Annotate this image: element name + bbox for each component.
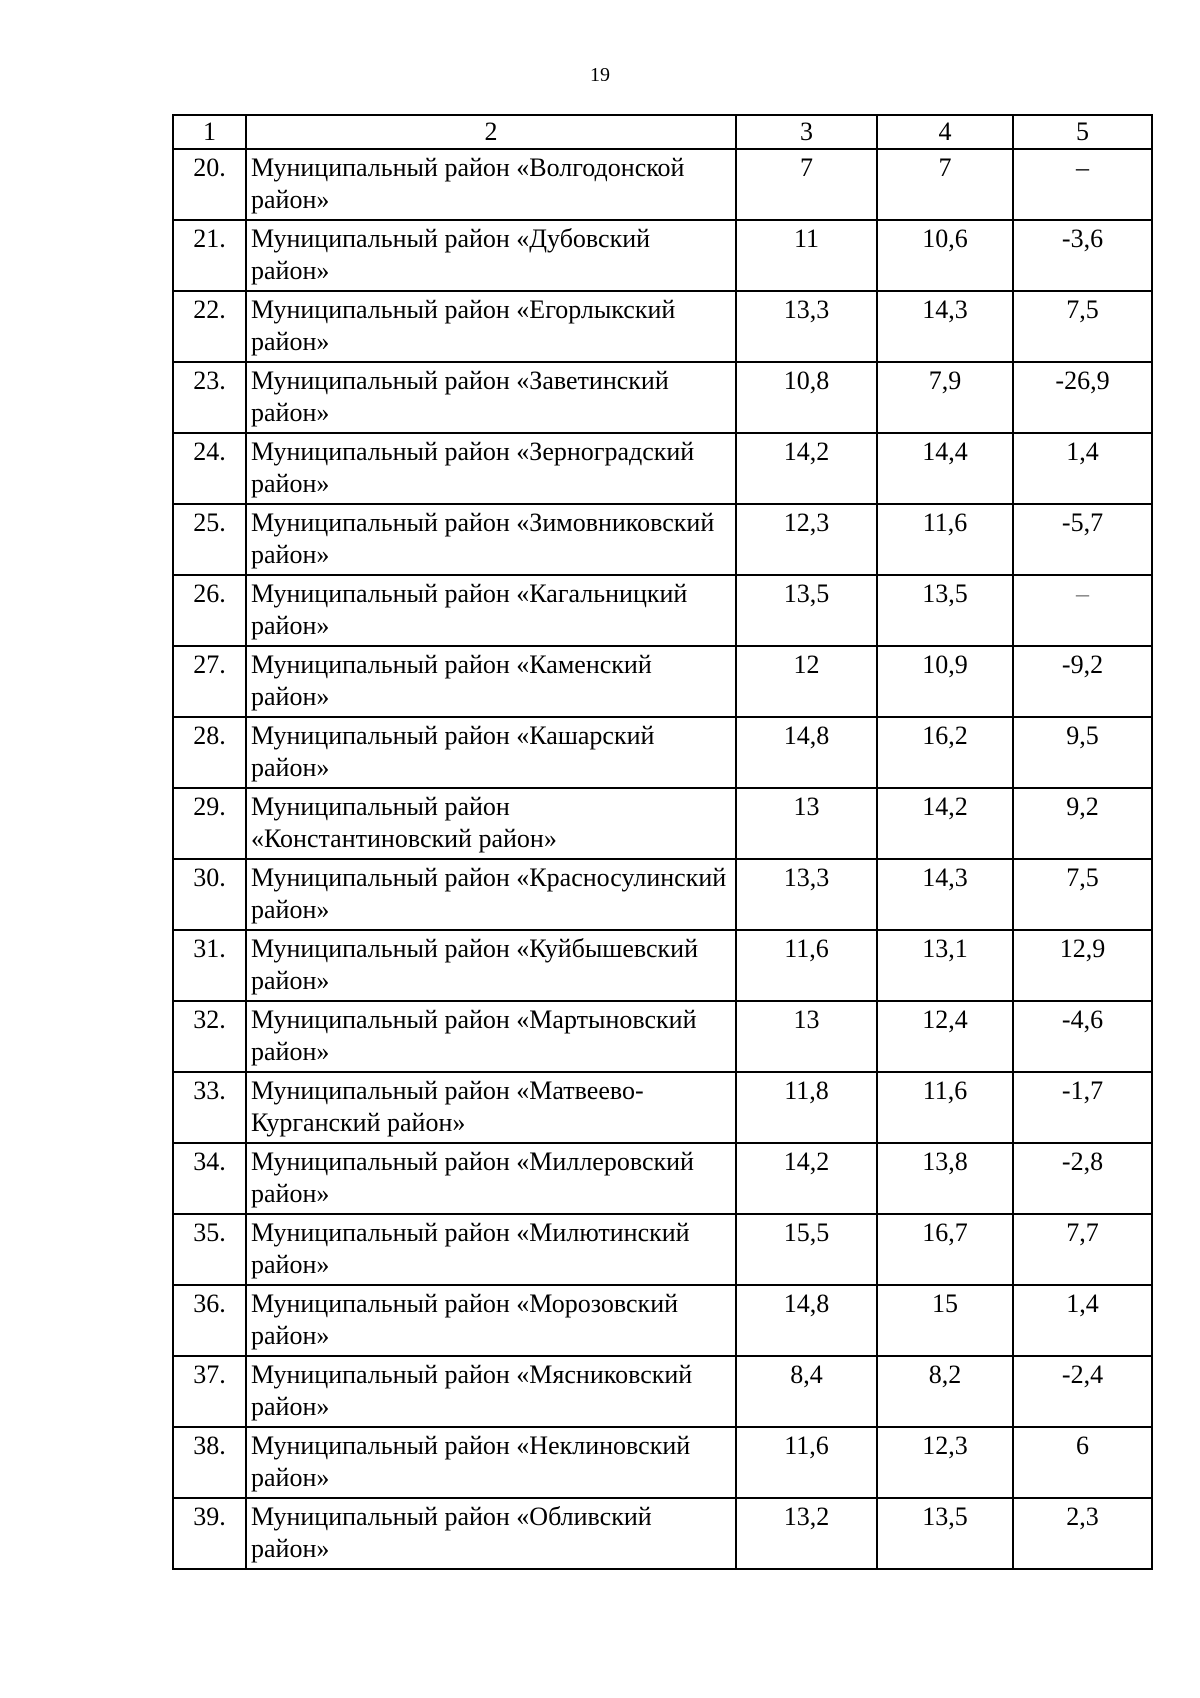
table-row (173, 646, 1152, 717)
column-3-value-cell: 13,3 (736, 859, 877, 930)
table-header-row (173, 115, 1152, 149)
table-row (173, 1072, 1152, 1143)
column-3-value-cell: 13 (736, 788, 877, 859)
district-name-cell: Муниципальный район «Мартыновский район» (246, 1001, 736, 1072)
table-row (173, 1427, 1152, 1498)
column-5-value-cell: -26,9 (1013, 362, 1152, 433)
row-number-cell: 31. (173, 930, 246, 1001)
row-number-cell: 32. (173, 1001, 246, 1072)
table-row (173, 220, 1152, 291)
district-name-cell: Муниципальный район «Мясниковский район» (246, 1356, 736, 1427)
column-3-value-cell: 11,6 (736, 930, 877, 1001)
column-3-value-cell: 15,5 (736, 1214, 877, 1285)
column-3-value-cell: 11,8 (736, 1072, 877, 1143)
table-row (173, 1001, 1152, 1072)
row-number-cell: 26. (173, 575, 246, 646)
table-row (173, 788, 1152, 859)
column-4-value-cell: 13,5 (877, 1498, 1013, 1569)
row-number-cell: 23. (173, 362, 246, 433)
column-3-value-cell: 10,8 (736, 362, 877, 433)
column-4-value-cell: 13,8 (877, 1143, 1013, 1214)
column-4-value-cell: 12,4 (877, 1001, 1013, 1072)
column-5-value-cell: -2,8 (1013, 1143, 1152, 1214)
row-number-cell: 36. (173, 1285, 246, 1356)
column-3-value-cell: 13,3 (736, 291, 877, 362)
column-5-value-cell: 9,5 (1013, 717, 1152, 788)
column-3-value-cell: 14,2 (736, 1143, 877, 1214)
row-number-cell: 30. (173, 859, 246, 930)
column-5-value-cell: 6 (1013, 1427, 1152, 1498)
column-4-value-cell: 13,1 (877, 930, 1013, 1001)
row-number-cell: 21. (173, 220, 246, 291)
column-5-value-cell: 7,5 (1013, 859, 1152, 930)
column-header-2: 2 (246, 115, 736, 149)
table-row (173, 1143, 1152, 1214)
column-5-value-cell: 12,9 (1013, 930, 1152, 1001)
column-4-value-cell: 16,2 (877, 717, 1013, 788)
row-number-cell: 28. (173, 717, 246, 788)
column-5-value-cell: 2,3 (1013, 1498, 1152, 1569)
column-3-value-cell: 14,8 (736, 1285, 877, 1356)
table-row (173, 291, 1152, 362)
column-3-value-cell: 13 (736, 1001, 877, 1072)
column-5-value-cell: 9,2 (1013, 788, 1152, 859)
column-4-value-cell: 15 (877, 1285, 1013, 1356)
column-4-value-cell: 14,3 (877, 859, 1013, 930)
column-5-value-cell: 1,4 (1013, 1285, 1152, 1356)
column-5-value-cell: -3,6 (1013, 220, 1152, 291)
column-3-value-cell: 12,3 (736, 504, 877, 575)
table-row (173, 149, 1152, 220)
column-3-value-cell: 13,5 (736, 575, 877, 646)
table-row (173, 930, 1152, 1001)
table-row (173, 504, 1152, 575)
district-name-cell: Муниципальный район «Егорлыкский район» (246, 291, 736, 362)
table-row (173, 1285, 1152, 1356)
column-5-value-cell: 7,5 (1013, 291, 1152, 362)
row-number-cell: 24. (173, 433, 246, 504)
district-name-cell: Муниципальный район «Морозовский район» (246, 1285, 736, 1356)
column-3-value-cell: 14,8 (736, 717, 877, 788)
column-5-value-cell: -2,4 (1013, 1356, 1152, 1427)
district-name-cell: Муниципальный район «Милютинский район» (246, 1214, 736, 1285)
row-number-cell: 27. (173, 646, 246, 717)
district-name-cell: Муниципальный район «Неклиновский район» (246, 1427, 736, 1498)
column-3-value-cell: 12 (736, 646, 877, 717)
district-name-cell: Муниципальный район «Константиновский район» (246, 788, 736, 859)
district-name-cell: Муниципальный район «Кашарский район» (246, 717, 736, 788)
column-5-value-cell: 7,7 (1013, 1214, 1152, 1285)
district-name-cell: Муниципальный район «Красносулинский район» (246, 859, 736, 930)
column-4-value-cell: 10,9 (877, 646, 1013, 717)
page-number: 19 (590, 64, 610, 86)
column-4-value-cell: 7 (877, 149, 1013, 220)
column-3-value-cell: 7 (736, 149, 877, 220)
column-5-value-cell: -4,6 (1013, 1001, 1152, 1072)
district-name-cell: Муниципальный район «Заветинский район» (246, 362, 736, 433)
column-3-value-cell: 13,2 (736, 1498, 877, 1569)
table-row (173, 1214, 1152, 1285)
column-5-value-cell: – (1013, 149, 1152, 220)
column-header-4: 4 (877, 115, 1013, 149)
column-4-value-cell: 13,5 (877, 575, 1013, 646)
table-row (173, 859, 1152, 930)
district-name-cell: Муниципальный район «Волгодонской район» (246, 149, 736, 220)
table-row (173, 717, 1152, 788)
district-name-cell: Муниципальный район «Зерноградский район» (246, 433, 736, 504)
row-number-cell: 38. (173, 1427, 246, 1498)
table-row (173, 362, 1152, 433)
row-number-cell: 22. (173, 291, 246, 362)
row-number-cell: 20. (173, 149, 246, 220)
district-name-cell: Муниципальный район «Миллеровский район» (246, 1143, 736, 1214)
district-name-cell: Муниципальный район «Дубовский район» (246, 220, 736, 291)
column-4-value-cell: 12,3 (877, 1427, 1013, 1498)
district-name-cell: Муниципальный район «Зимовниковский район» (246, 504, 736, 575)
data-table (172, 114, 1153, 1570)
district-name-cell: Муниципальный район «Обливский район» (246, 1498, 736, 1569)
row-number-cell: 29. (173, 788, 246, 859)
table-row (173, 433, 1152, 504)
column-5-value-cell: 1,4 (1013, 433, 1152, 504)
column-5-value-cell: -5,7 (1013, 504, 1152, 575)
column-header-3: 3 (736, 115, 877, 149)
row-number-cell: 37. (173, 1356, 246, 1427)
column-header-5: 5 (1013, 115, 1152, 149)
column-4-value-cell: 14,3 (877, 291, 1013, 362)
column-3-value-cell: 11,6 (736, 1427, 877, 1498)
district-name-cell: Муниципальный район «Куйбышевский район» (246, 930, 736, 1001)
column-4-value-cell: 8,2 (877, 1356, 1013, 1427)
column-5-value-cell: -9,2 (1013, 646, 1152, 717)
table-body (173, 149, 1152, 1569)
column-3-value-cell: 14,2 (736, 433, 877, 504)
column-4-value-cell: 14,2 (877, 788, 1013, 859)
district-name-cell: Муниципальный район «Кагальницкий район» (246, 575, 736, 646)
column-4-value-cell: 10,6 (877, 220, 1013, 291)
column-5-value-cell: -1,7 (1013, 1072, 1152, 1143)
column-4-value-cell: 11,6 (877, 504, 1013, 575)
row-number-cell: 34. (173, 1143, 246, 1214)
column-4-value-cell: 11,6 (877, 1072, 1013, 1143)
column-header-1: 1 (173, 115, 246, 149)
row-number-cell: 33. (173, 1072, 246, 1143)
column-5-value-cell: – (1013, 575, 1152, 646)
column-4-value-cell: 14,4 (877, 433, 1013, 504)
column-4-value-cell: 7,9 (877, 362, 1013, 433)
district-name-cell: Муниципальный район «Матвеево-Курганский район» (246, 1072, 736, 1143)
table-row (173, 575, 1152, 646)
column-3-value-cell: 11 (736, 220, 877, 291)
column-3-value-cell: 8,4 (736, 1356, 877, 1427)
column-4-value-cell: 16,7 (877, 1214, 1013, 1285)
row-number-cell: 25. (173, 504, 246, 575)
district-name-cell: Муниципальный район «Каменский район» (246, 646, 736, 717)
table-row (173, 1356, 1152, 1427)
table-row (173, 1498, 1152, 1569)
row-number-cell: 39. (173, 1498, 246, 1569)
row-number-cell: 35. (173, 1214, 246, 1285)
